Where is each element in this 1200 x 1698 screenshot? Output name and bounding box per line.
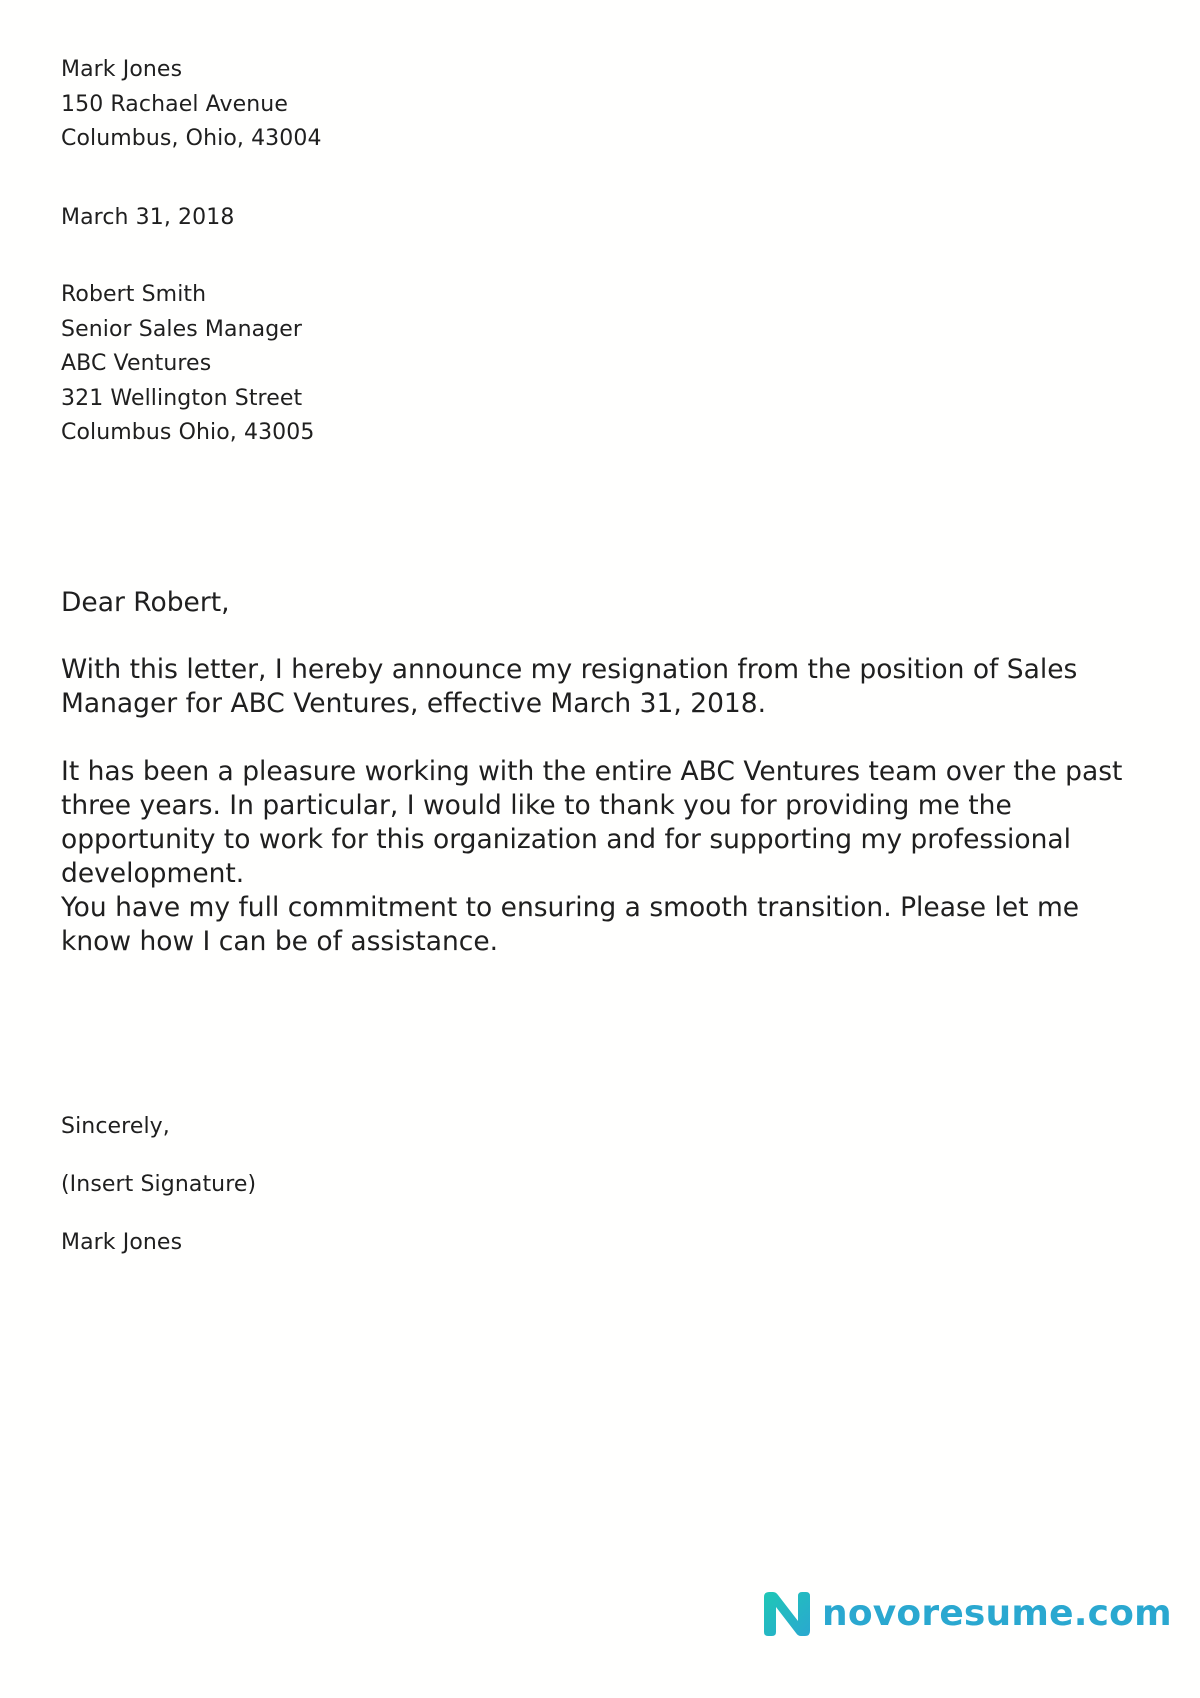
paragraph-resignation: With this letter, I hereby announce my resignation from the position of Sales Manager for ABC Ventures, effective March 31, 2018.: [61, 654, 1078, 719]
letter-date: March 31, 2018: [61, 205, 235, 230]
recipient-title: Senior Sales Manager: [61, 316, 303, 342]
closing: Sincerely,: [61, 1114, 170, 1139]
signer-name: Mark Jones: [61, 1230, 183, 1255]
letter-date-block: [61, 201, 234, 236]
salutation: Dear Robert,: [61, 587, 230, 618]
sender-city: Columbus, Ohio, 43004: [61, 126, 322, 151]
recipient-address: [61, 278, 314, 451]
paragraph-transition: You have my full commitment to ensuring a smooth transition. Please let me know how I can be of assistance.: [61, 892, 1080, 957]
recipient-street: 321 Wellington Street: [61, 385, 303, 411]
recipient-city: Columbus Ohio, 43005: [61, 420, 315, 445]
sender-name: Mark Jones: [61, 57, 183, 82]
recipient-name: Robert Smith: [61, 282, 207, 307]
sender-address: [61, 53, 322, 157]
novoresume-n-icon: [762, 1591, 812, 1637]
body-paragraph: [61, 653, 1151, 721]
recipient-company: ABC Ventures: [61, 351, 212, 376]
novoresume-wordmark: novoresume.com: [822, 1593, 1172, 1634]
sender-street: 150 Rachael Avenue: [61, 91, 288, 117]
body-paragraph: [61, 755, 1151, 891]
paragraph-gratitude: It has been a pleasure working with the entire ABC Ventures team over the past three years. In particular, I would like to thank you for providing me the opportunity to work for this organization and for supporting my professional development.: [61, 756, 1123, 889]
body-paragraph: [61, 891, 1151, 959]
signature-placeholder: (Insert Signature): [61, 1172, 257, 1197]
novoresume-logo: [762, 1590, 1172, 1638]
